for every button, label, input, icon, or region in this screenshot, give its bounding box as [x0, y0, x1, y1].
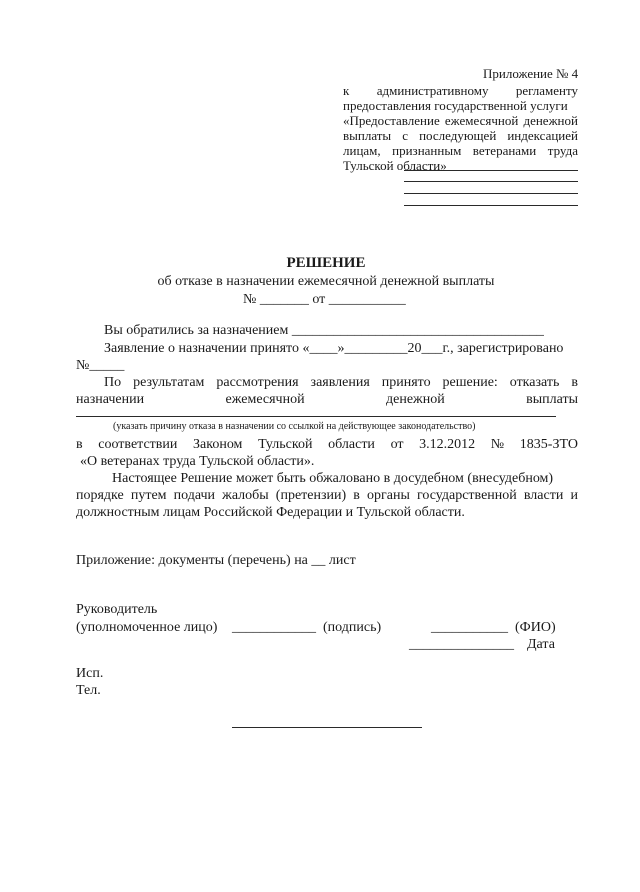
- appeal-word: путем: [130, 488, 167, 503]
- appendix-word: труда: [547, 143, 578, 158]
- number-sign: №: [243, 292, 257, 307]
- law-word: 3.12.2012: [419, 437, 476, 452]
- appendix-line: [343, 157, 447, 174]
- result-word: рассмотрения: [216, 375, 299, 390]
- appeal-word: в: [353, 488, 360, 503]
- date-blank: ___________: [328, 292, 406, 307]
- appeal-word: и: [570, 488, 578, 503]
- reason-hint: (указать причину отказа в назначении со ссылкой на действующее законодательство): [113, 421, 476, 432]
- law-word: в: [76, 437, 83, 452]
- appeal-word: порядке: [76, 488, 124, 503]
- appendix-word: индексацией: [507, 128, 578, 143]
- body-line-registered: Заявление о назначении принято «____»_________20___г., зарегистрировано: [104, 341, 564, 356]
- appendix-word: Тульской области»: [343, 158, 447, 173]
- phone-label: Тел.: [76, 683, 101, 698]
- appeal-word: власти: [523, 488, 564, 503]
- result-word: результатам: [133, 375, 205, 390]
- appendix-word: лицам,: [343, 143, 381, 158]
- law-word: 1835-ЗТО: [519, 437, 578, 452]
- appeal-word: государственной: [416, 488, 517, 503]
- refuse-word: назначении: [76, 392, 145, 407]
- date-label: Дата: [527, 637, 555, 652]
- law-word: Тульской: [258, 437, 313, 452]
- law-word: №: [490, 437, 505, 452]
- result-word: отказать: [509, 375, 560, 390]
- appeal-word: органы: [367, 488, 410, 503]
- appeal-word: жалобы: [222, 488, 269, 503]
- document-subtitle: об отказе в назначении ежемесячной денежной выплаты: [157, 274, 495, 289]
- result-word: в: [571, 375, 578, 390]
- decision-number-line: [243, 291, 406, 308]
- signatory-authorized: (уполномоченное лицо): [76, 620, 218, 635]
- fio-blank: ___________: [431, 620, 508, 635]
- appendix-fill-line-2: [404, 181, 578, 182]
- result-word: По: [104, 375, 122, 390]
- number-blank: _______: [259, 292, 309, 307]
- appeal-line-2: [76, 487, 578, 504]
- refuse-word: денежной: [386, 392, 445, 407]
- refuse-word: выплаты: [526, 392, 578, 407]
- refuse-word: ежемесячной: [225, 392, 305, 407]
- appendix-fill-line-3: [404, 193, 578, 194]
- appendix-word: последующей: [419, 128, 497, 143]
- appendix-word: признанным: [392, 143, 462, 158]
- law-word: Законом: [193, 437, 243, 452]
- result-word: заявления: [310, 375, 370, 390]
- from-word: от: [312, 292, 326, 307]
- law-word: соответствии: [98, 437, 178, 452]
- body-line-number: №_____: [76, 358, 125, 373]
- reason-fill-line: [76, 416, 556, 417]
- appendix-word: выплаты: [343, 128, 392, 143]
- appendix-word: ветеранами: [472, 143, 537, 158]
- law-word: от: [390, 437, 404, 452]
- attachment-line: Приложение: документы (перечень) на __ лист: [76, 553, 356, 568]
- law-word: области: [328, 437, 375, 452]
- body-line-applied: Вы обратились за назначением ____________________________________: [104, 323, 544, 338]
- document-title: РЕШЕНИЕ: [286, 255, 366, 271]
- signature-blank: ____________: [232, 620, 316, 635]
- body-line-law: [76, 436, 578, 453]
- appendix-fill-line-1: [404, 170, 578, 171]
- appeal-word: подачи: [173, 488, 216, 503]
- signature-label: (подпись): [323, 620, 382, 635]
- appendix-word: «Предоставление: [343, 113, 440, 128]
- appendix-word: административному: [376, 83, 489, 98]
- appendix-word: ежемесячной: [444, 113, 519, 128]
- body-line-law-title: «О ветеранах труда Тульской области».: [80, 454, 315, 469]
- result-word: принято: [381, 375, 431, 390]
- executor-label: Исп.: [76, 666, 104, 681]
- date-fill-blank: _______________: [409, 637, 514, 652]
- appendix-word: предоставления государственной услуги: [343, 98, 568, 113]
- appeal-line-3: должностным лицам Российской Федерации и Тульской области.: [76, 505, 465, 520]
- appeal-line-1: Настоящее Решение может быть обжаловано в досудебном (внесудебном): [112, 471, 554, 486]
- appendix-word: денежной: [523, 113, 578, 128]
- signatory-title: Руководитель: [76, 602, 158, 617]
- fio-label: (ФИО): [515, 620, 556, 635]
- appendix-word: к: [343, 83, 350, 98]
- result-word: решение:: [442, 375, 498, 390]
- appeal-word: (претензии): [275, 488, 347, 503]
- bottom-separator: [232, 727, 422, 728]
- appendix-title: Приложение № 4: [483, 66, 579, 81]
- appendix-fill-line-4: [404, 205, 578, 206]
- appendix-word: регламенту: [515, 83, 578, 98]
- body-line-result: [104, 374, 578, 391]
- appendix-word: с: [402, 128, 409, 143]
- body-line-refuse: [76, 391, 578, 408]
